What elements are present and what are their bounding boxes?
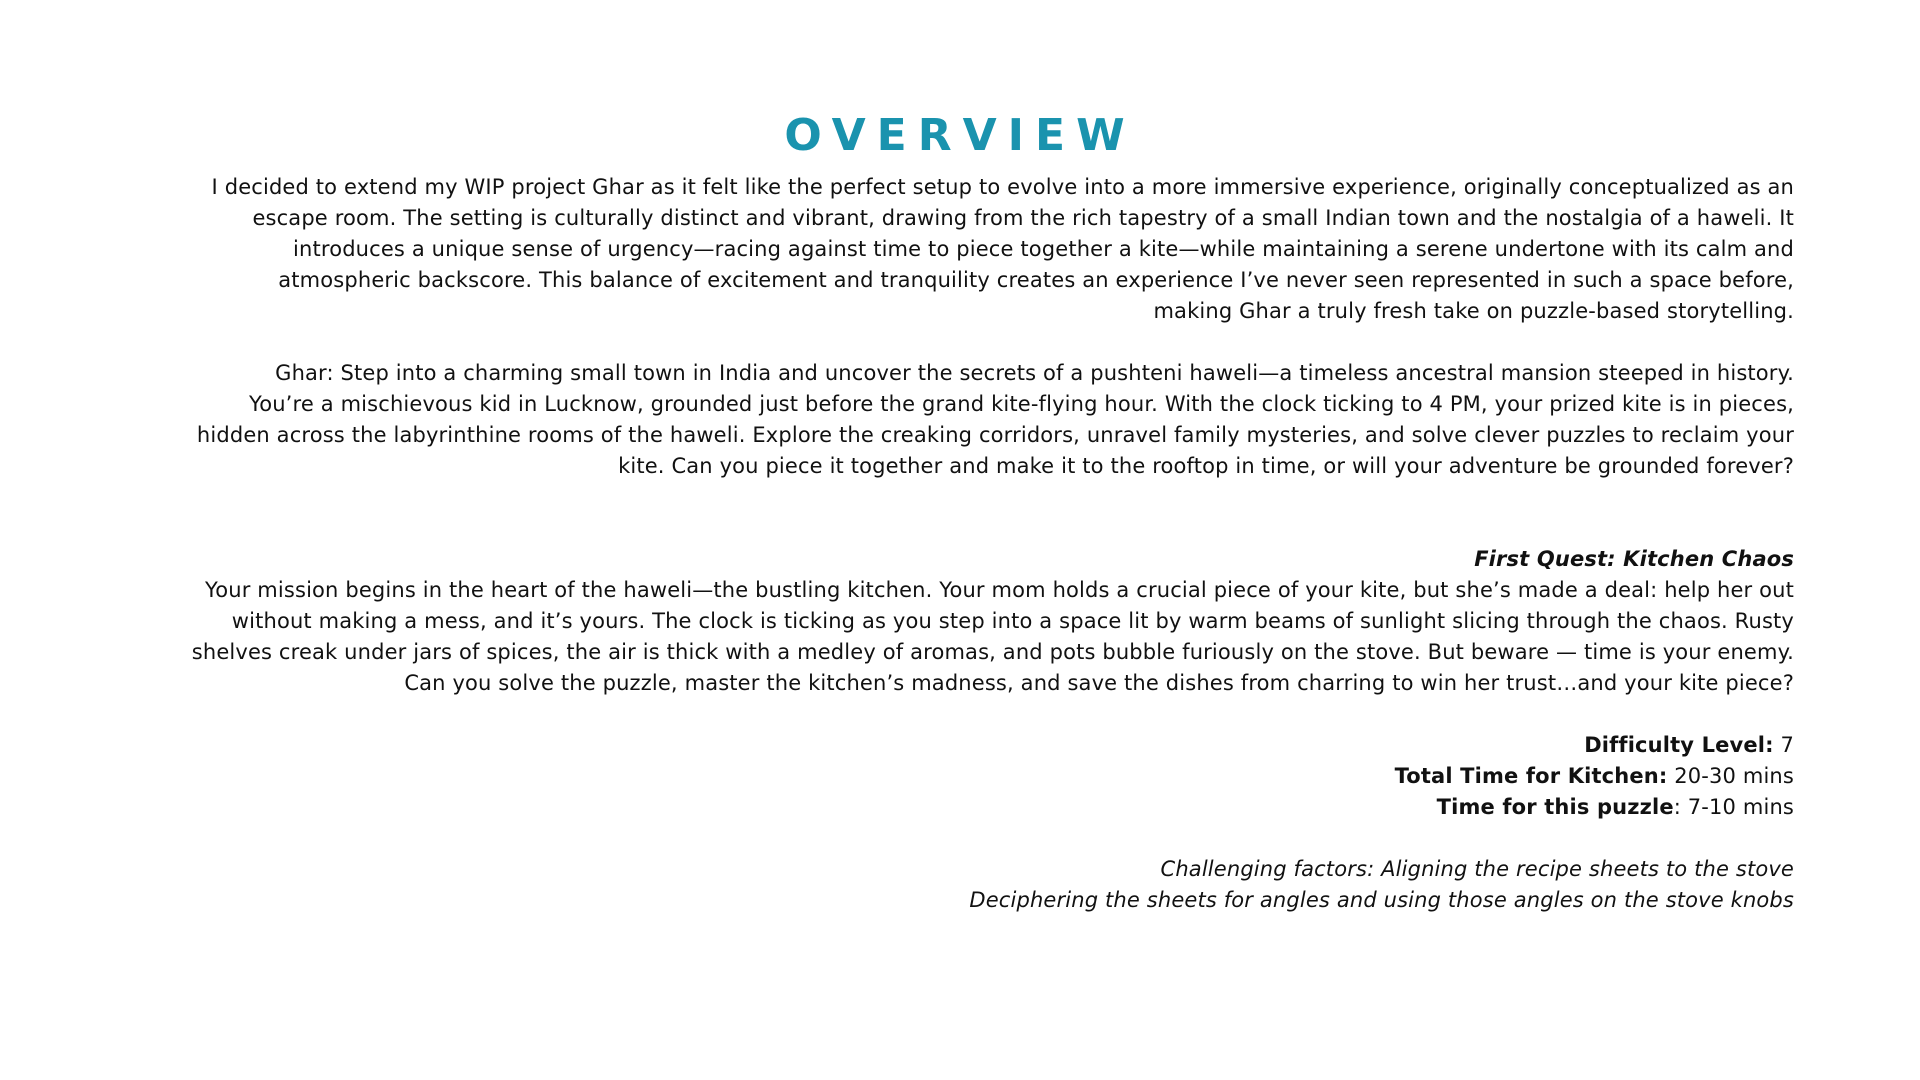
spacer <box>140 823 1794 854</box>
story-paragraph <box>140 358 1794 482</box>
total-time <box>140 761 1794 792</box>
text-line: introduces a unique sense of urgency—racing against time to piece together a kite—while maintaining a serene undertone with its calm and <box>293 237 1794 261</box>
text-line: escape room. The setting is culturally distinct and vibrant, drawing from the rich tapestry of a small Indian town and the nostalgia of a haweli. It <box>252 206 1794 230</box>
text-line: shelves creak under jars of spices, the air is thick with a medley of aromas, and pots bubble furiously on the stove. But beware — time is your enemy. <box>191 640 1794 664</box>
text-line: Ghar: Step into a charming small town in India and uncover the secrets of a pushteni haweli—a timeless ancestral mansion steeped in history. <box>275 361 1794 385</box>
puzzle-time-label: Time for this puzzle <box>1436 795 1674 819</box>
text-line: I decided to extend my WIP project Ghar as it felt like the perfect setup to evolve into a more immersive experience, originally conceptualized as an <box>211 175 1794 199</box>
total-time-value: 20-30 mins <box>1667 764 1794 788</box>
text-line: You’re a mischievous kid in Lucknow, grounded just before the grand kite-flying hour. With the clock ticking to 4 PM, your prized kite is in pieces, <box>249 392 1794 416</box>
intro-paragraph <box>140 172 1794 327</box>
factor-line: Deciphering the sheets for angles and using those angles on the stove knobs <box>969 888 1794 912</box>
text-line: Your mission begins in the heart of the haweli—the bustling kitchen. Your mom holds a crucial piece of your kite, but she’s made a deal: help her out <box>205 578 1794 602</box>
quest-section <box>140 544 1794 699</box>
stats-section <box>140 730 1794 823</box>
difficulty-level <box>140 730 1794 761</box>
text-line: without making a mess, and it’s yours. The clock is ticking as you step into a space lit by warm beams of sunlight slicing through the chaos. Rusty <box>231 609 1794 633</box>
page-title: OVERVIEW <box>784 110 1136 161</box>
text-line: making Ghar a truly fresh take on puzzle-based storytelling. <box>1153 299 1794 323</box>
text-line: hidden across the labyrinthine rooms of the haweli. Explore the creaking corridors, unravel family mysteries, and solve clever puzzles to reclaim your <box>196 423 1794 447</box>
difficulty-value: 7 <box>1773 733 1794 757</box>
difficulty-label: Difficulty Level: <box>1584 733 1774 757</box>
quest-title: First Quest: Kitchen Chaos <box>1474 547 1794 571</box>
text-line: atmospheric backscore. This balance of excitement and tranquility creates an experience I’ve never seen represented in such a space before, <box>278 268 1794 292</box>
challenging-factors <box>140 854 1794 916</box>
puzzle-time <box>140 792 1794 823</box>
text-line: kite. Can you piece it together and make it to the rooftop in time, or will your adventure be grounded forever? <box>618 454 1794 478</box>
factor-line: Challenging factors: Aligning the recipe sheets to the stove <box>1160 857 1794 881</box>
text-line: Can you solve the puzzle, master the kitchen’s madness, and save the dishes from charring to win her trust…and your kite piece? <box>404 671 1794 695</box>
overview-content <box>140 172 1794 916</box>
spacer <box>140 327 1794 358</box>
puzzle-time-value: : 7-10 mins <box>1673 795 1794 819</box>
total-time-label: Total Time for Kitchen: <box>1394 764 1668 788</box>
spacer <box>140 699 1794 730</box>
spacer <box>140 482 1794 544</box>
